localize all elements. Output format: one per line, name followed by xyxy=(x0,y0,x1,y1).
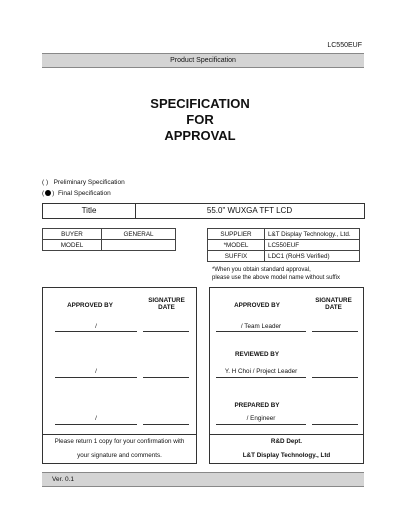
supplier-label: SUPPLIER xyxy=(208,229,265,240)
final-mark: ( ) xyxy=(42,190,55,197)
title-line-3: APPROVAL xyxy=(164,128,236,143)
date-line xyxy=(143,331,189,332)
title-label: Title xyxy=(43,204,136,218)
signature-date-label xyxy=(306,297,361,311)
engineer-label: / Engineer xyxy=(246,415,276,422)
title-value: 55.0" WUXGA TFT LCD xyxy=(206,206,293,215)
signature-line xyxy=(216,331,306,332)
buyer-row xyxy=(43,229,176,240)
supplier-model-row xyxy=(208,240,360,251)
note-line-2: please use the above model name without suffix xyxy=(212,275,340,281)
supplier-value: L&T Display Technology., Ltd. xyxy=(265,229,360,240)
suffix-label: SUFFIX xyxy=(208,251,265,262)
approved-by-label: APPROVED BY xyxy=(67,302,113,309)
signature-line xyxy=(216,377,306,378)
document-title xyxy=(0,96,400,144)
note-line-1: *When you obtain standard approval, xyxy=(212,267,311,273)
version-label: Ver. 0.1 xyxy=(52,476,75,483)
model-note xyxy=(212,266,340,282)
version-bar xyxy=(42,472,364,487)
model-number-header: LC550EUF xyxy=(327,42,362,49)
signature-line xyxy=(55,424,137,425)
supplier-table xyxy=(207,228,360,262)
suffix-row xyxy=(208,251,360,262)
date-line xyxy=(312,377,358,378)
supplier-row xyxy=(208,229,360,240)
approver-slash-2: / xyxy=(95,368,97,375)
approved-by-label: APPROVED BY xyxy=(234,302,280,309)
buyer-model-label: MODEL xyxy=(43,240,102,251)
buyer-approval-box xyxy=(42,287,197,464)
date-line xyxy=(312,331,358,332)
signature-line xyxy=(216,424,306,425)
supplier-model-value: LC550EUF xyxy=(265,240,360,251)
date-line xyxy=(143,424,189,425)
reviewed-by-label: REVIEWED BY xyxy=(234,351,280,358)
signature-label: SIGNATURE xyxy=(148,297,185,304)
date-line xyxy=(143,377,189,378)
approver-slash-3: / xyxy=(95,415,97,422)
buyer-label: BUYER xyxy=(43,229,102,240)
final-option xyxy=(42,188,125,199)
approver-slash-1: / xyxy=(95,323,97,330)
signature-date-label xyxy=(139,297,194,311)
buyer-value: GENERAL xyxy=(102,229,176,240)
date-line xyxy=(312,424,358,425)
footer-line-2: your signature and comments. xyxy=(77,452,162,459)
signature-label: SIGNATURE xyxy=(315,297,352,304)
return-copy-note xyxy=(43,435,196,463)
footer-line-1: Please return 1 copy for your confirmation with xyxy=(54,438,185,445)
signature-line xyxy=(55,331,137,332)
footer-line-2: L&T Display Technology., Ltd xyxy=(242,452,331,459)
final-label: Final Specification xyxy=(57,190,111,197)
rd-dept-footer xyxy=(210,435,363,463)
spec-type-options xyxy=(42,177,125,199)
supplier-model-label: *MODEL xyxy=(208,240,265,251)
buyer-model-row xyxy=(43,240,176,251)
footer-line-1: R&D Dept. xyxy=(270,438,303,445)
product-spec-bar: Product Specification xyxy=(42,53,364,68)
preliminary-option xyxy=(42,177,125,188)
buyer-model-value xyxy=(102,240,176,251)
product-title-row xyxy=(42,203,365,219)
buyer-table xyxy=(42,228,176,251)
preliminary-mark: ( ) xyxy=(42,179,49,186)
prepared-by-label: PREPARED BY xyxy=(234,402,280,409)
filled-circle-icon xyxy=(45,190,51,196)
date-label: DATE xyxy=(158,304,175,311)
title-line-2: FOR xyxy=(186,112,214,127)
date-label: DATE xyxy=(325,304,342,311)
project-leader-label: Y. H Choi / Project Leader xyxy=(224,368,298,375)
team-leader-label: / Team Leader xyxy=(240,323,282,330)
preliminary-label: Preliminary Specification xyxy=(53,179,125,186)
suffix-value: LDC1 (RoHS Verified) xyxy=(265,251,360,262)
title-line-1: SPECIFICATION xyxy=(150,96,250,111)
supplier-approval-box xyxy=(209,287,364,464)
signature-line xyxy=(55,377,137,378)
